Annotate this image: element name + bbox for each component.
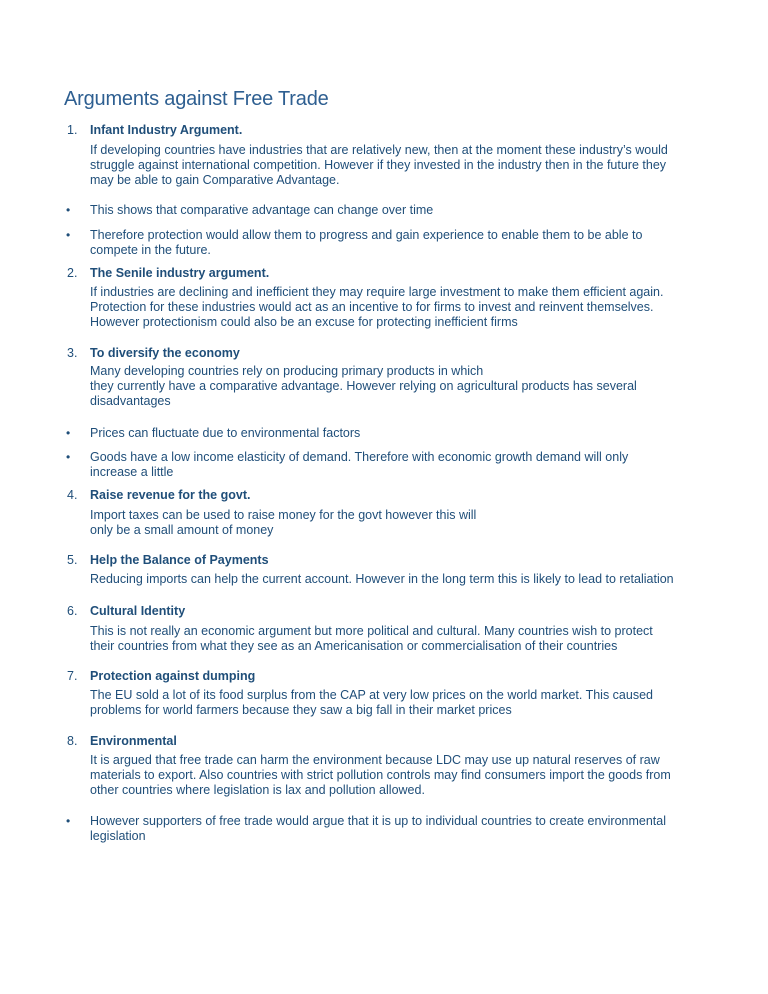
- item-number: 5.: [67, 553, 78, 567]
- text-line: their countries from what they see as an Americanisation or commercialisation of their countries: [90, 639, 618, 653]
- text-line: only be a small amount of money: [90, 523, 274, 537]
- item-heading: Cultural Identity: [90, 604, 186, 618]
- item-text: [90, 228, 690, 258]
- item-heading: Infant Industry Argument.: [90, 123, 243, 137]
- item-number: 6.: [67, 604, 78, 618]
- item-heading: Help the Balance of Payments: [90, 553, 269, 567]
- text-line: Reducing imports can help the current account. However in the long term this is likely to lead to retaliation: [90, 572, 674, 586]
- text-line: This is not really an economic argument but more political and cultural. Many countries wish to protect: [90, 624, 653, 638]
- item-text: [90, 285, 690, 330]
- text-line: other countries where legislation is lax and pollution allowed.: [90, 783, 425, 797]
- item-heading: Protection against dumping: [90, 669, 256, 683]
- item-text: [90, 364, 690, 409]
- text-line: disadvantages: [90, 394, 171, 408]
- text-line: may be able to gain Comparative Advantage.: [90, 173, 340, 187]
- text-line: problems for world farmers because they saw a big fall in their market prices: [90, 703, 512, 717]
- text-line: Goods have a low income elasticity of demand. Therefore with economic growth demand will only: [90, 450, 629, 464]
- text-line: This shows that comparative advantage can change over time: [90, 203, 434, 217]
- bullet-icon: •: [66, 814, 71, 828]
- text-line: However supporters of free trade would argue that it is up to individual countries to create environmental: [90, 814, 667, 828]
- bullet-icon: •: [66, 228, 71, 242]
- item-text: [90, 688, 690, 718]
- item-heading: To diversify the economy: [90, 346, 240, 360]
- text-line: compete in the future.: [90, 243, 211, 257]
- text-line: legislation: [90, 829, 146, 843]
- item-text: [90, 508, 690, 538]
- item-heading: Raise revenue for the govt.: [90, 488, 251, 502]
- text-line: However protectionism could also be an excuse for protecting inefficient firms: [90, 315, 518, 329]
- text-line: If industries are declining and inefficient they may require large investment to make them efficient again.: [90, 285, 664, 299]
- text-line: materials to export. Also countries with strict pollution controls may find consumers import the goods from: [90, 768, 671, 782]
- item-text: [90, 143, 690, 188]
- item-heading: The Senile industry argument.: [90, 266, 270, 280]
- item-heading: Environmental: [90, 734, 177, 748]
- text-line: Import taxes can be used to raise money for the govt however this will: [90, 508, 477, 522]
- bullet-icon: •: [66, 203, 71, 217]
- item-text: [90, 426, 690, 441]
- item-number: 7.: [67, 669, 78, 683]
- item-number: 2.: [67, 266, 78, 280]
- bullet-icon: •: [66, 426, 71, 440]
- page-title: Arguments against Free Trade: [64, 88, 329, 110]
- text-line: Protection for these industries would act as an incentive to for firms to invest and reinvent themselves.: [90, 300, 654, 314]
- text-line: they currently have a comparative advantage. However relying on agricultural products has several: [90, 379, 637, 393]
- item-text: [90, 572, 690, 587]
- text-line: Therefore protection would allow them to progress and gain experience to enable them to be able to: [90, 228, 643, 242]
- item-text: [90, 624, 690, 654]
- text-line: Prices can fluctuate due to environmental factors: [90, 426, 361, 440]
- item-number: 4.: [67, 488, 78, 502]
- text-line: If developing countries have industries that are relatively new, then at the moment these industry’s would: [90, 143, 668, 157]
- item-text: [90, 203, 690, 218]
- item-number: 8.: [67, 734, 78, 748]
- text-line: struggle against international competition. However if they invested in the industry then in the future they: [90, 158, 667, 172]
- text-line: Many developing countries rely on producing primary products in which: [90, 364, 484, 378]
- item-number: 3.: [67, 346, 78, 360]
- bullet-icon: •: [66, 450, 71, 464]
- item-text: [90, 814, 690, 844]
- item-text: [90, 753, 690, 798]
- item-number: 1.: [67, 123, 78, 137]
- text-line: The EU sold a lot of its food surplus from the CAP at very low prices on the world market. This caused: [90, 688, 653, 702]
- text-line: increase a little: [90, 465, 174, 479]
- text-line: It is argued that free trade can harm the environment because LDC may use up natural reserves of raw: [90, 753, 660, 767]
- item-text: [90, 450, 690, 480]
